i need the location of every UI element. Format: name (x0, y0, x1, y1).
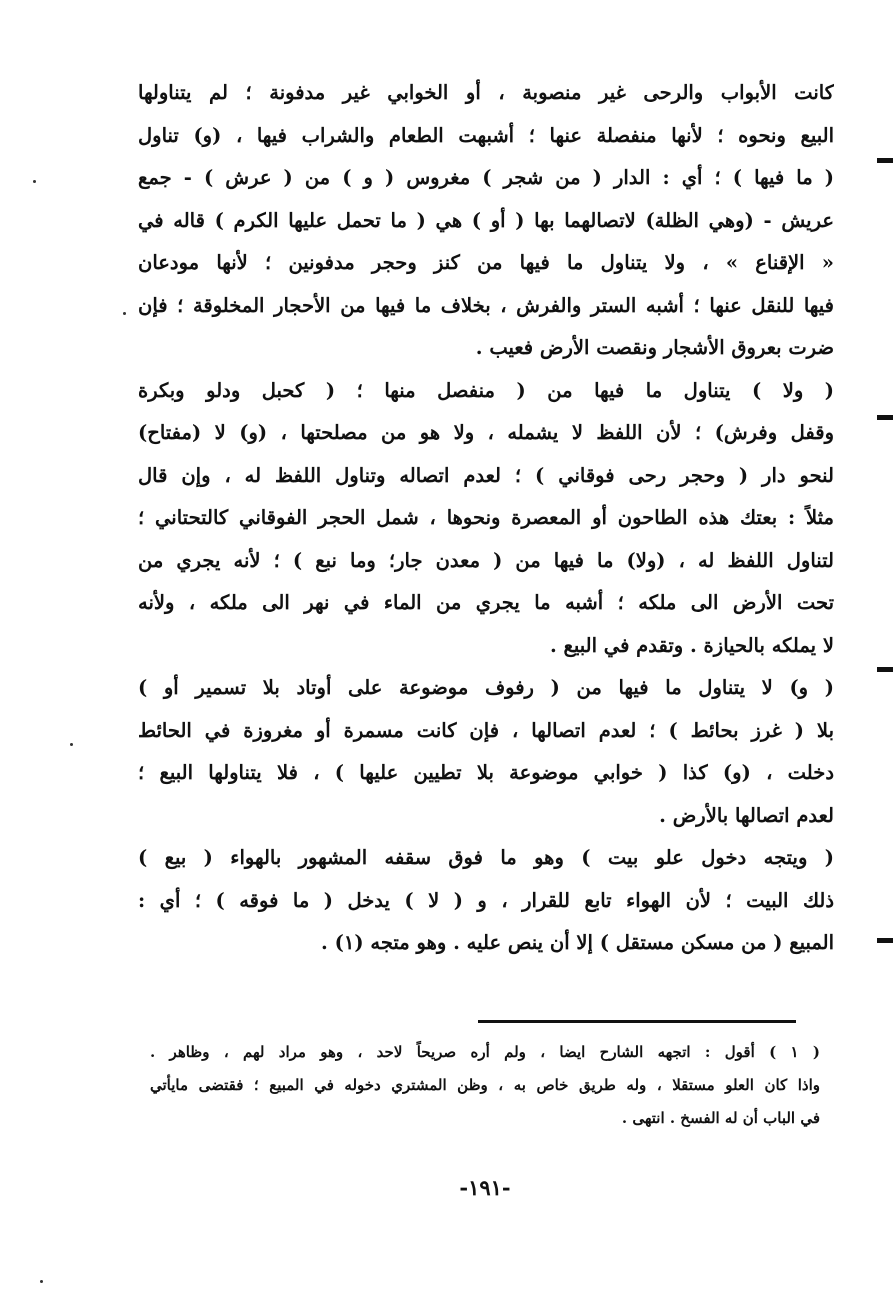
text-line: ( ما فيها ) ؛ أي : الدار ( من شجر ) مغروس ( و ) من ( عرش ) - جمع (138, 166, 834, 189)
footnote-block (150, 1036, 820, 1135)
scan-speck (33, 180, 36, 183)
text-line: دخلت ، (و) كذا ( خوابي موضوعة بلا تطيين عليها ) ، فلا يتناولها البيع ؛ (138, 761, 834, 784)
page-number: -١٩١- (459, 1175, 511, 1200)
scan-speck (70, 743, 73, 746)
text-line: مثلاً : بعتك هذه الطاحون أو المعصرة ونحوها ، شمل الحجر الفوقاني كالتحتاني ؛ (138, 506, 834, 529)
text-line: وقفل وفرش) ؛ لأن اللفظ لا يشمله ، ولا هو من مصلحتها ، (و) لا (مفتاح) (138, 421, 834, 444)
text-line: عريش - (وهي الظلة) لاتصالهما بها ( أو ) هي ( ما تحمل عليها الكرم ) قاله في (138, 208, 834, 232)
text-line: لتناول اللفظ له ، (ولا) ما فيها من ( معدن جار؛ وما نبع ) ؛ لأنه يجري من (138, 548, 834, 572)
margin-mark (877, 938, 893, 943)
text-line: ضرت بعروق الأشجار ونقصت الأرض فعيب . (475, 336, 834, 359)
scan-speck (123, 312, 126, 315)
main-text-block (138, 72, 834, 965)
text-line: لعدم اتصالها بالأرض . (659, 803, 834, 827)
text-line: المبيع ( من مسكن مستقل ) إلا أن ينص عليه . وهو متجه (١) . (321, 931, 834, 954)
text-line: « الإقناع » ، ولا يتناول ما فيها من كنز وحجر مدفونين ؛ لأنها مودعان (138, 251, 834, 274)
margin-mark (877, 667, 893, 672)
text-line: لا يملكه بالحيازة . وتقدم في البيع . (549, 633, 834, 657)
margin-mark (877, 158, 893, 163)
text-line: لنحو دار ( وحجر رحى فوقاني ) ؛ لعدم اتصاله وتناول اللفظ له ، وإن قال (138, 463, 834, 487)
text-line: ذلك البيت ؛ لأن الهواء تابع للقرار ، و ( لا ) يدخل ( ما فوقه ) ؛ أي : (138, 888, 834, 912)
text-line: البيع ونحوه ؛ لأنها منفصلة عنها ؛ أشبهت الطعام والشراب فيها ، (و) تناول (138, 123, 834, 147)
text-line: ( ولا ) يتناول ما فيها من ( منفصل منها ؛ ( كحبل ودلو وبكرة (138, 378, 834, 402)
scan-speck (40, 1280, 43, 1283)
footnote-line: ( ١ ) أقول : اتجهه الشارح ايضا ، ولم أره صريحاً لاحد ، وهو مراد لهم ، وظاهر . (150, 1043, 820, 1061)
margin-mark (877, 415, 893, 420)
footnote-separator (478, 1020, 796, 1023)
text-line: ( و) لا يتناول ما فيها من ( رفوف موضوعة على أوتاد بلا تسمير أو ) (138, 676, 834, 699)
footnote-line: واذا كان العلو مستقلا ، وله طريق خاص به ، وظن المشتري دخوله في المبيع ؛ فقتضى مايأتي (150, 1076, 820, 1094)
text-line: بلا ( غرز بحائط ) ؛ لعدم اتصالها ، فإن كانت مسمرة أو مغروزة في الحائط (138, 718, 834, 742)
text-line: تحت الأرض الى ملكه ؛ أشبه ما يجري من الماء في نهر الى ملكه ، ولأنه (138, 591, 834, 614)
text-line: ( ويتجه دخول علو بيت ) وهو ما فوق سقفه المشهور بالهواء ( بيع ) (138, 846, 834, 869)
footnote-line: في الباب أن له الفسخ . انتهى . (621, 1109, 820, 1127)
text-line: فيها للنقل عنها ؛ أشبه الستر والفرش ، بخلاف ما فيها من الأحجار المخلوقة ؛ فإن (138, 293, 834, 317)
text-line: كانت الأبواب والرحى غير منصوبة ، أو الخوابي غير مدفونة ؛ لم يتناولها (138, 81, 834, 104)
